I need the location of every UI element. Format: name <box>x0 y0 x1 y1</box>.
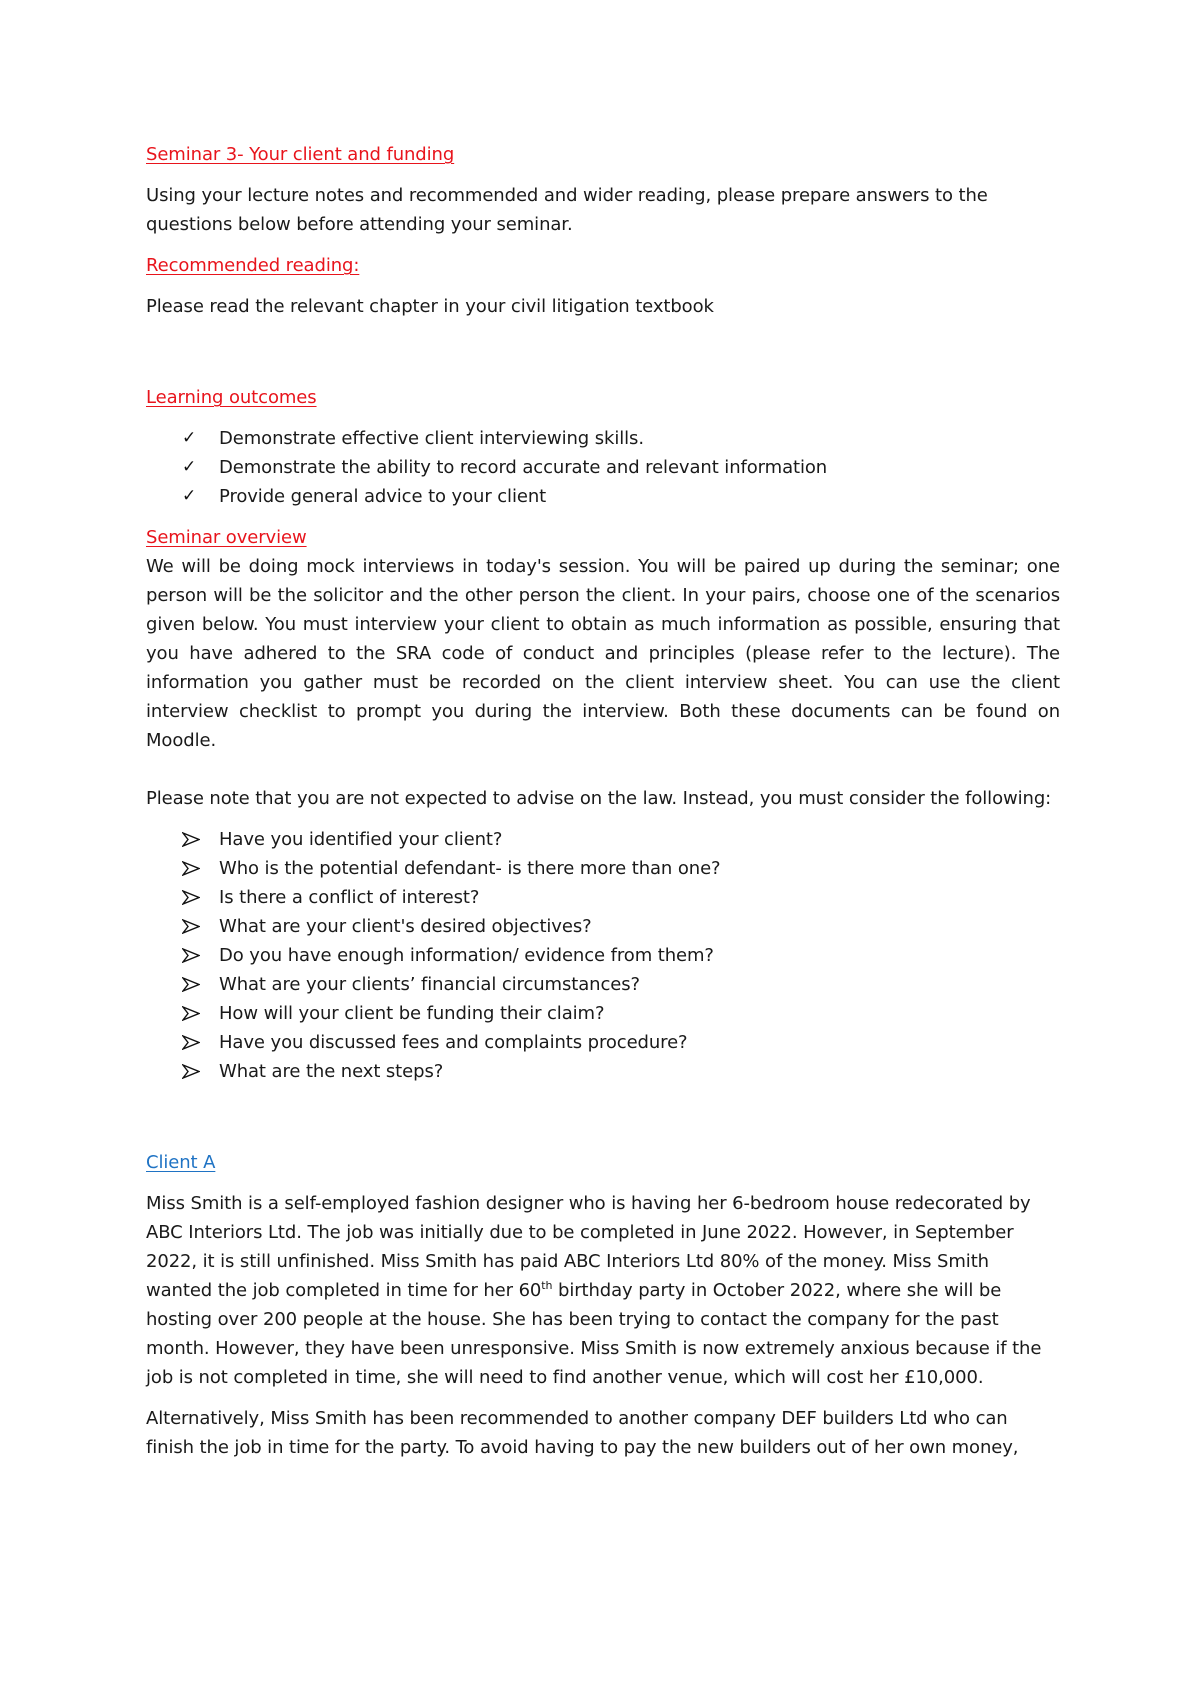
question-text: Do you have enough information/ evidence from them? <box>219 945 714 966</box>
question-text: Have you identified your client? <box>219 829 503 850</box>
seminar-questions-list <box>146 825 1060 1086</box>
client-a-text-start: Miss Smith is a self-employed fashion designer who is having her 6-bedroom house redecorated by ABC Interiors Ltd. The job was initially due to be completed in June 2022. However, in September 2022, it is still unfinished. Miss Smith has paid ABC Interiors Ltd 80% of the money. Miss Smith wanted the job completed in time for her 60 <box>146 1193 1031 1301</box>
checkmark-icon: ✓ <box>182 457 197 477</box>
outcome-text: Demonstrate effective client interviewing skills. <box>219 428 644 449</box>
list-item <box>146 970 1060 999</box>
recommended-reading-heading: Recommended reading: <box>146 255 360 276</box>
learning-outcomes-heading: Learning outcomes <box>146 387 317 408</box>
seminar-note: Please note that you are not expected to advise on the law. Instead, you must consider the following: <box>146 788 1052 809</box>
question-text: Have you discussed fees and complaints procedure? <box>219 1032 688 1053</box>
intro-paragraph: Using your lecture notes and recommended and wider reading, please prepare answers to the questions below before attending your seminar. <box>146 185 988 235</box>
outcome-text: Demonstrate the ability to record accurate and relevant information <box>219 457 828 478</box>
list-item <box>146 941 1060 970</box>
client-a-paragraph-1 <box>146 1189 1060 1392</box>
question-text: How will your client be funding their claim? <box>219 1003 605 1024</box>
outcome-text: Provide general advice to your client <box>219 486 547 507</box>
client-a-paragraph-2: Alternatively, Miss Smith has been recommended to another company DEF builders Ltd who can finish the job in time for the party. To avoid having to pay the new builders out of her own money, <box>146 1408 1019 1458</box>
arrow-bullet-icon <box>182 970 206 992</box>
list-item <box>146 482 1060 511</box>
document-title: Seminar 3- Your client and funding <box>146 144 455 165</box>
arrow-bullet-icon <box>182 941 206 963</box>
client-a-text-end: birthday party in October 2022, where she will be hosting over 200 people at the house. She has been trying to contact the company for the past month. However, they have been unresponsive. Miss Smith is now extremely anxious because if the job is not completed in time, she will need to find another venue, which will cost her £10,000. <box>146 1280 1042 1388</box>
seminar-overview-paragraph: We will be doing mock interviews in today's session. You will be paired up during the seminar; one person will be the solicitor and the other person the client. In your pairs, choose one of the scenarios given below. You must interview your client to obtain as much information as possible, ensuring that you have adhered to the SRA code of conduct and principles (please refer to the lecture). The information you gather must be recorded on the client interview sheet. You can use the client interview checklist to prompt you during the interview. Both these documents can be found on Moodle. <box>146 556 1060 751</box>
arrow-bullet-icon <box>182 883 206 905</box>
list-item <box>146 999 1060 1028</box>
arrow-bullet-icon <box>182 912 206 934</box>
arrow-bullet-icon <box>182 1028 206 1050</box>
list-item <box>146 854 1060 883</box>
client-a-heading: Client A <box>146 1152 216 1173</box>
arrow-bullet-icon <box>182 999 206 1021</box>
list-item <box>146 883 1060 912</box>
learning-outcomes-list <box>146 424 1060 511</box>
question-text: What are your clients’ financial circumstances? <box>219 974 640 995</box>
ordinal-suffix: th <box>541 1279 553 1292</box>
document-page <box>146 140 1060 1462</box>
question-text: What are the next steps? <box>219 1061 444 1082</box>
recommended-reading-text: Please read the relevant chapter in your civil litigation textbook <box>146 296 714 317</box>
arrow-bullet-icon <box>182 825 206 847</box>
list-item <box>146 453 1060 482</box>
list-item <box>146 1028 1060 1057</box>
question-text: Who is the potential defendant- is there more than one? <box>219 858 721 879</box>
list-item <box>146 912 1060 941</box>
checkmark-icon: ✓ <box>182 428 197 448</box>
arrow-bullet-icon <box>182 854 206 876</box>
checkmark-icon: ✓ <box>182 486 197 506</box>
list-item <box>146 424 1060 453</box>
seminar-overview-heading: Seminar overview <box>146 527 307 548</box>
question-text: What are your client's desired objectives? <box>219 916 592 937</box>
question-text: Is there a conflict of interest? <box>219 887 480 908</box>
list-item <box>146 825 1060 854</box>
list-item <box>146 1057 1060 1086</box>
arrow-bullet-icon <box>182 1057 206 1079</box>
